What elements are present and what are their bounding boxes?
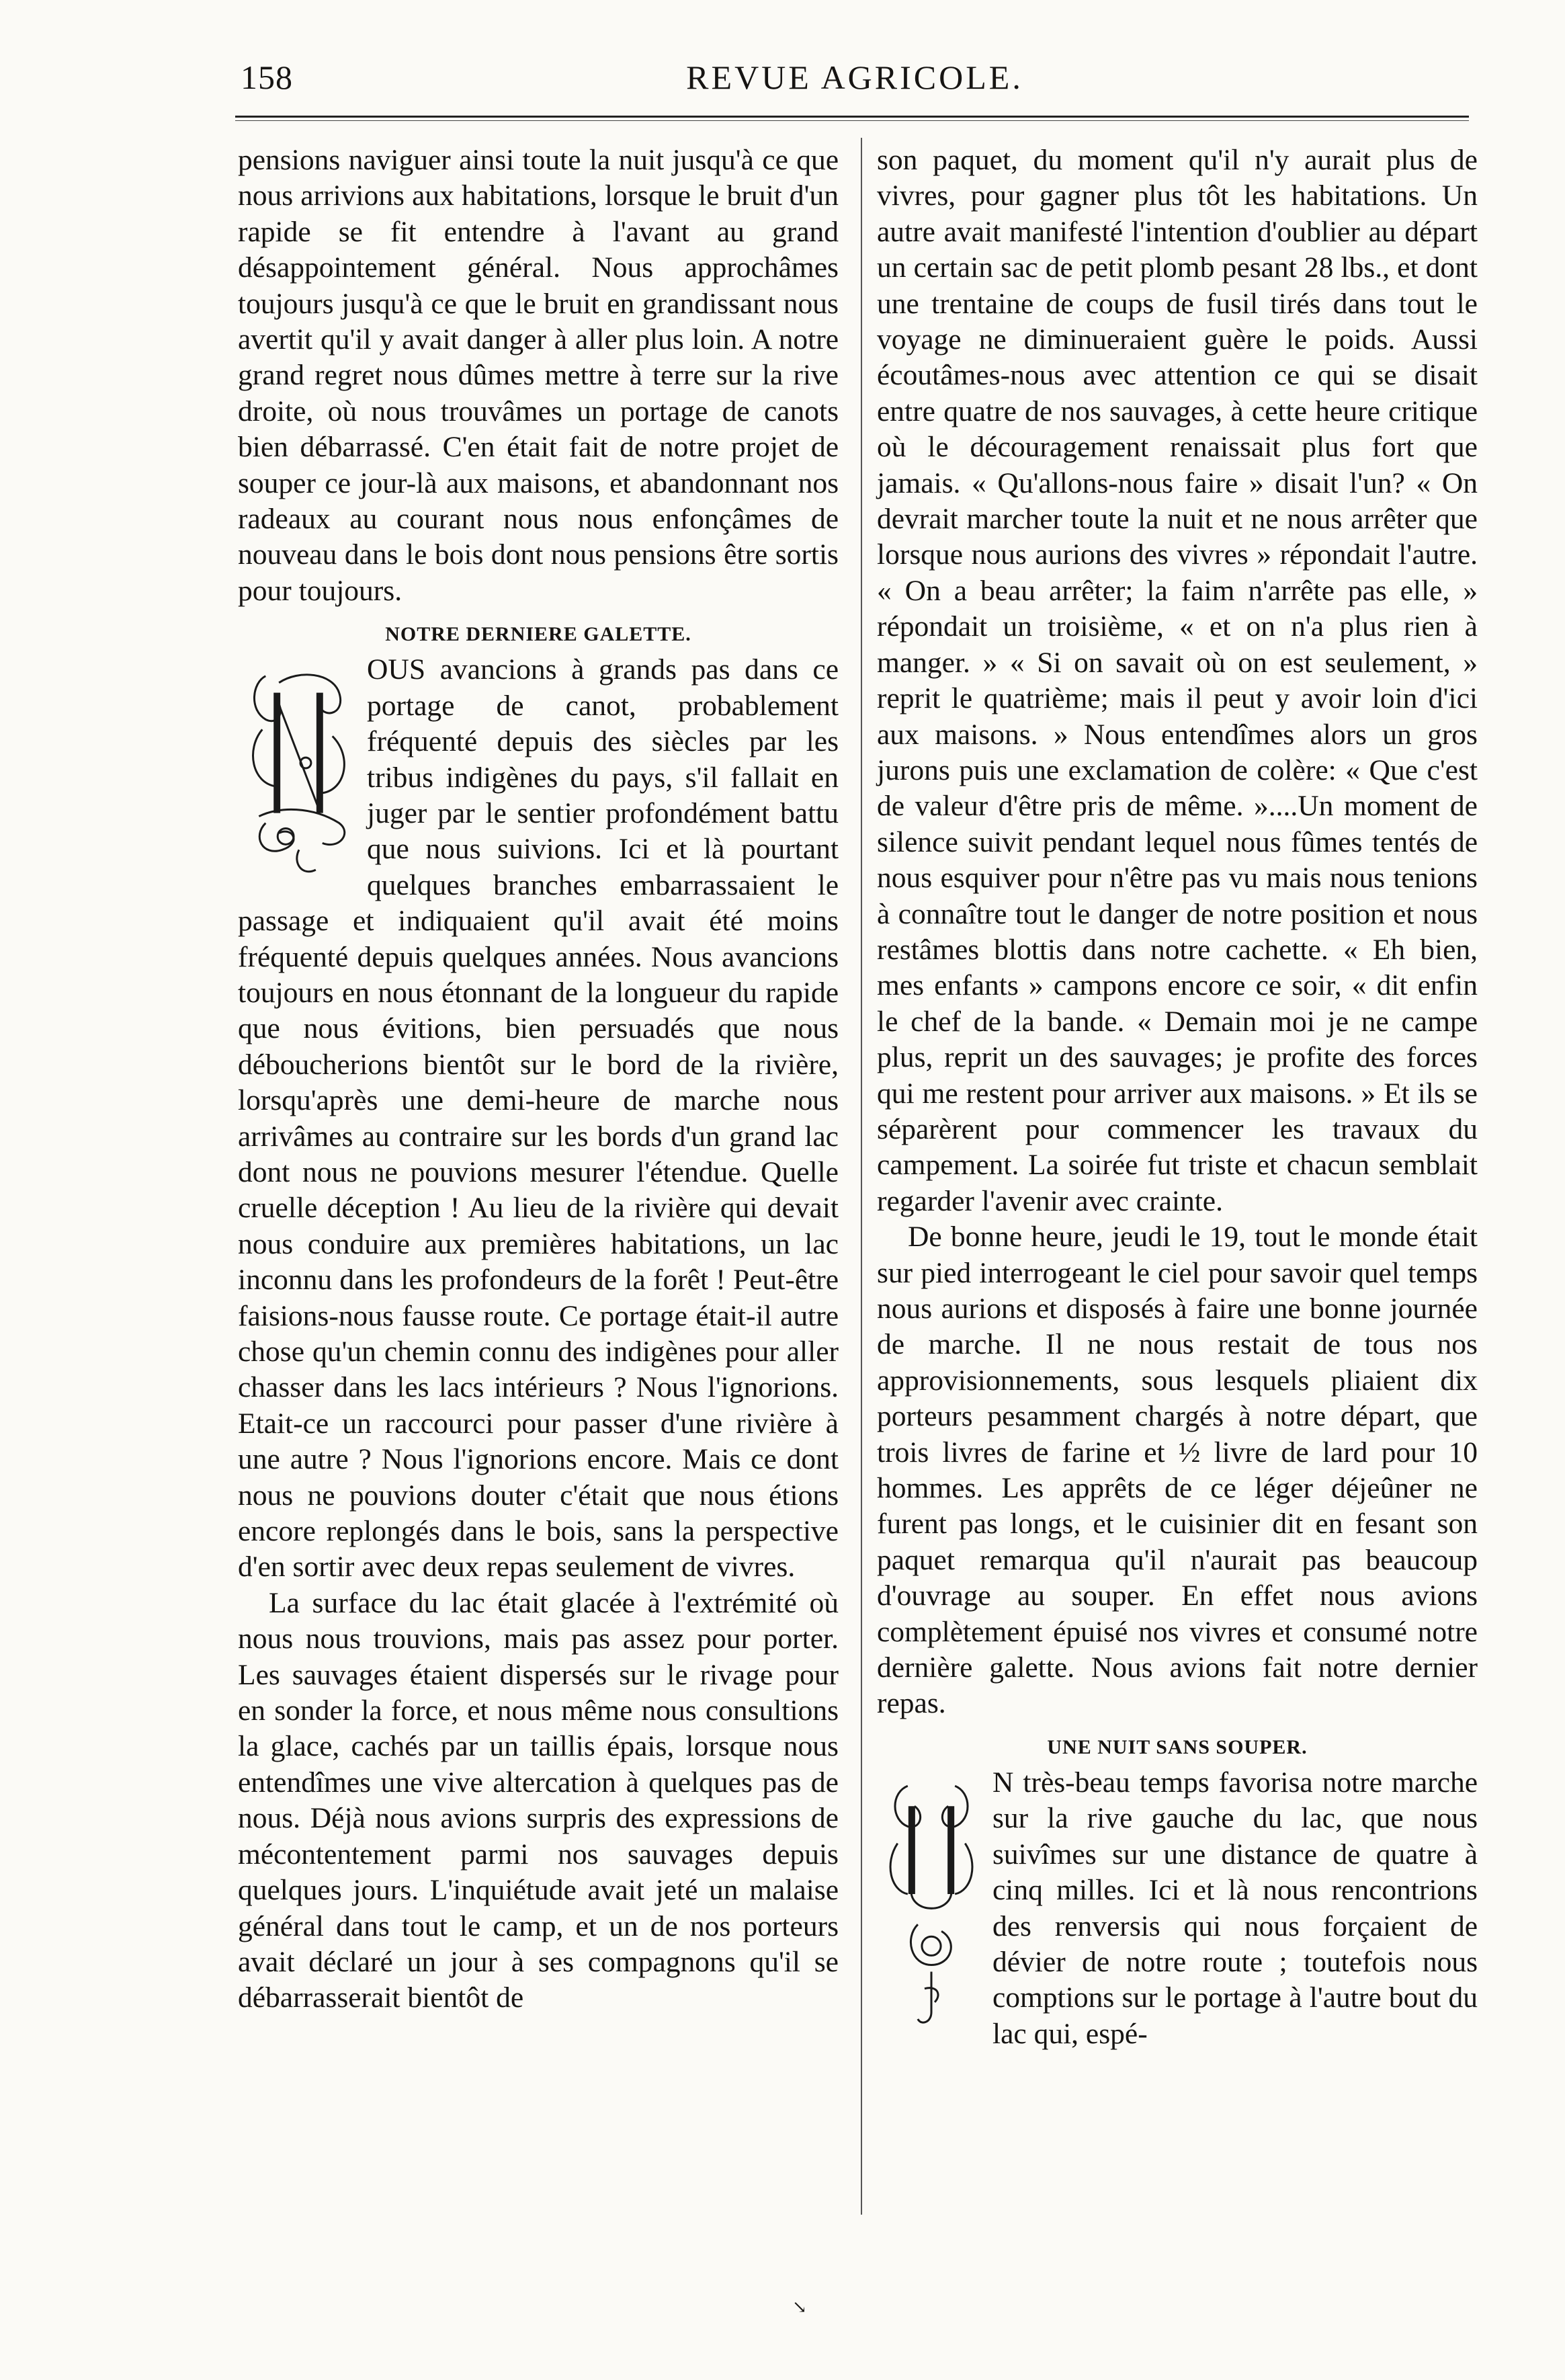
header-rule — [235, 116, 1469, 121]
ornamental-initial-n-icon — [238, 656, 360, 883]
printer-mark: ↘ — [792, 2297, 807, 2317]
page-header — [241, 58, 1469, 112]
paragraph: La surface du lac était glacée à l'extrémité où nous nous trouvions, mais pas assez pour porter. Les sauvages étaient dispersés sur le rivage pour en sonder la force, et nous même nous consultions la glace, cachés par un taillis épais, lorsque nous entendîmes une vive altercation à quelques pas de nous. Déjà nous avions surpris des expressions de mécontentement parmi nos sauvages depuis quelques jours. L'inquiétude avait jeté un malaise général dans tout le camp, et un de nos porteurs avait déclaré un jour à ses compagnons qu'il se débarrasserait bientôt de — [238, 1586, 839, 2014]
section-heading: NOTRE DERNIERE GALETTE. — [385, 623, 691, 646]
column-divider — [861, 138, 862, 2215]
page-number: 158 — [241, 58, 293, 96]
left-column — [238, 142, 839, 2016]
ornamental-initial-n — [238, 656, 360, 883]
running-title: REVUE AGRICOLE. — [686, 58, 1023, 96]
paragraph: pensions naviguer ainsi toute la nuit jusqu'à ce que nous arrivions aux habitations, lorsque le bruit d'un rapide se fit entendre à l'avant au grand désappointement général. Nous approchâmes toujours jusqu'à ce que le bruit en grandissant nous avertit qu'il y avait danger à aller plus loin. A notre grand regret nous dûmes mettre à terre sur la rive droite, où nous trouvâmes un portage de canots bien débarrassé. C'en était fait de notre projet de souper ce jour-là aux maisons, et abandonnant nos radeaux au courant nous nous enfonçâmes de nouveau dans le bois dont nous pensions être sortis pour toujours. — [238, 144, 839, 607]
paragraph: De bonne heure, jeudi le 19, tout le monde était sur pied interrogeant le ciel pour savoir quel temps nous aurions et disposés à faire une bonne journée de marche. Il ne nous restait de tous nos approvisionnements, sous lesquels pliaient dix porteurs pesamment chargés à notre départ, que trois livres de farine et ½ livre de lard pour 10 hommes. Les apprêts de ce léger déjeûner ne furent pas longs, et le cuisinier dit en fesant son paquet remarqua qu'il n'aurait pas beaucoup d'ouvrage au souper. En effet nous avions complètement épuisé nos vivres et consumé notre dernière galette. Nous avions fait notre dernier repas. — [877, 1221, 1478, 1720]
paragraph: OUS avancions à grands pas dans ce portage de canot, probablement fréquenté depuis des siècles par les tribus indigènes du pays, s'il fallait en juger par le sentier profondément battu que nous suivions. Ici et là pourtant quelques branches embarrassaient le passage et indiquaient qu'il avait été moins fréquenté depuis quelques années. Nous avancions toujours en nous étonnant de la longueur du rapide que nous évitions, bien persuadés que nous déboucherions bientôt sur le bord de la rivière, lorsqu'après une demi-heure de marche nous arrivâmes au contraire sur les bords d'un grand lac dont nous ne pouvions mesurer l'étendue. Quelle cruelle déception ! Au lieu de la rivière qui devait nous conduire aux premières habitations, un lac inconnu dans les profondeurs de la forêt ! Peut-être faisions-nous fausse route. Ce portage était-il autre chose qu'un chemin connu des indigènes pour aller chasser dans les lacs intérieurs ? Nous l'ignorions. Etait-ce un raccourci pour passer d'une rivière à une autre ? Nous l'ignorions encore. Mais ce dont nous ne pouvions douter c'était que nous étions encore replongés dans le bois, sans la perspective d'en sortir avec deux repas seulement de vivres. — [238, 653, 839, 1584]
ornamental-initial-u — [877, 1769, 986, 2033]
right-column — [877, 142, 1478, 2052]
paragraph: N très-beau temps favorisa notre marche sur la rive gauche du lac, que nous suivîmes sur une distance de quatre à cinq milles. Ici et là nous rencontrions des renversis qui nous forçaient de dévier de notre route ; toutefois nous comptions sur le portage à l'autre bout du lac qui, espé- — [992, 1766, 1478, 2050]
paragraph: son paquet, du moment qu'il n'y aurait plus de vivres, pour gagner plus tôt les habitations. Un autre avait manifesté l'intention d'oublier au départ un certain sac de petit plomb pesant 28 lbs., et dont une trentaine de coups de fusil tirés dans tout le voyage ne diminueraient guère le poids. Aussi écoutâmes-nous avec attention ce qui se disait entre quatre de nos sauvages, à cette heure critique où le découragement renaissait plus fort que jamais. « Qu'allons-nous faire » disait l'un? « On devrait marcher toute la nuit et ne nous arrêter que lorsque nous aurions des vivres » répondait l'autre. « On a beau arrêter; la faim n'arrête pas elle, » répondait un troisième, « et on n'a plus rien à manger. » « Si on savait où on est seulement, » reprit le quatrième; mais il peut y avoir loin d'ici aux maisons. » Nous entendîmes alors un gros jurons puis une exclamation de colère: « Que c'est de valeur d'être pris de même. »....Un moment de silence suivit pendant lequel nous fûmes tentés de nous esquiver pour n'être pas vu mais nous tenions à connaître tout le danger de notre position et nous restâmes blottis dans notre cachette. « Eh bien, mes enfants » campons encore ce soir, « dit enfin le chef de la bande. « Demain moi je ne campe plus, reprit un des sauvages; je profite des forces qui me restent pour arriver aux maisons. » Et ils se séparèrent pour commencer les travaux du campement. La soirée fut triste et chacun semblait regarder l'avenir avec crainte. — [877, 144, 1478, 1217]
section-heading: UNE NUIT SANS SOUPER. — [1047, 1735, 1308, 1758]
ornamental-initial-u-icon — [877, 1769, 986, 2033]
